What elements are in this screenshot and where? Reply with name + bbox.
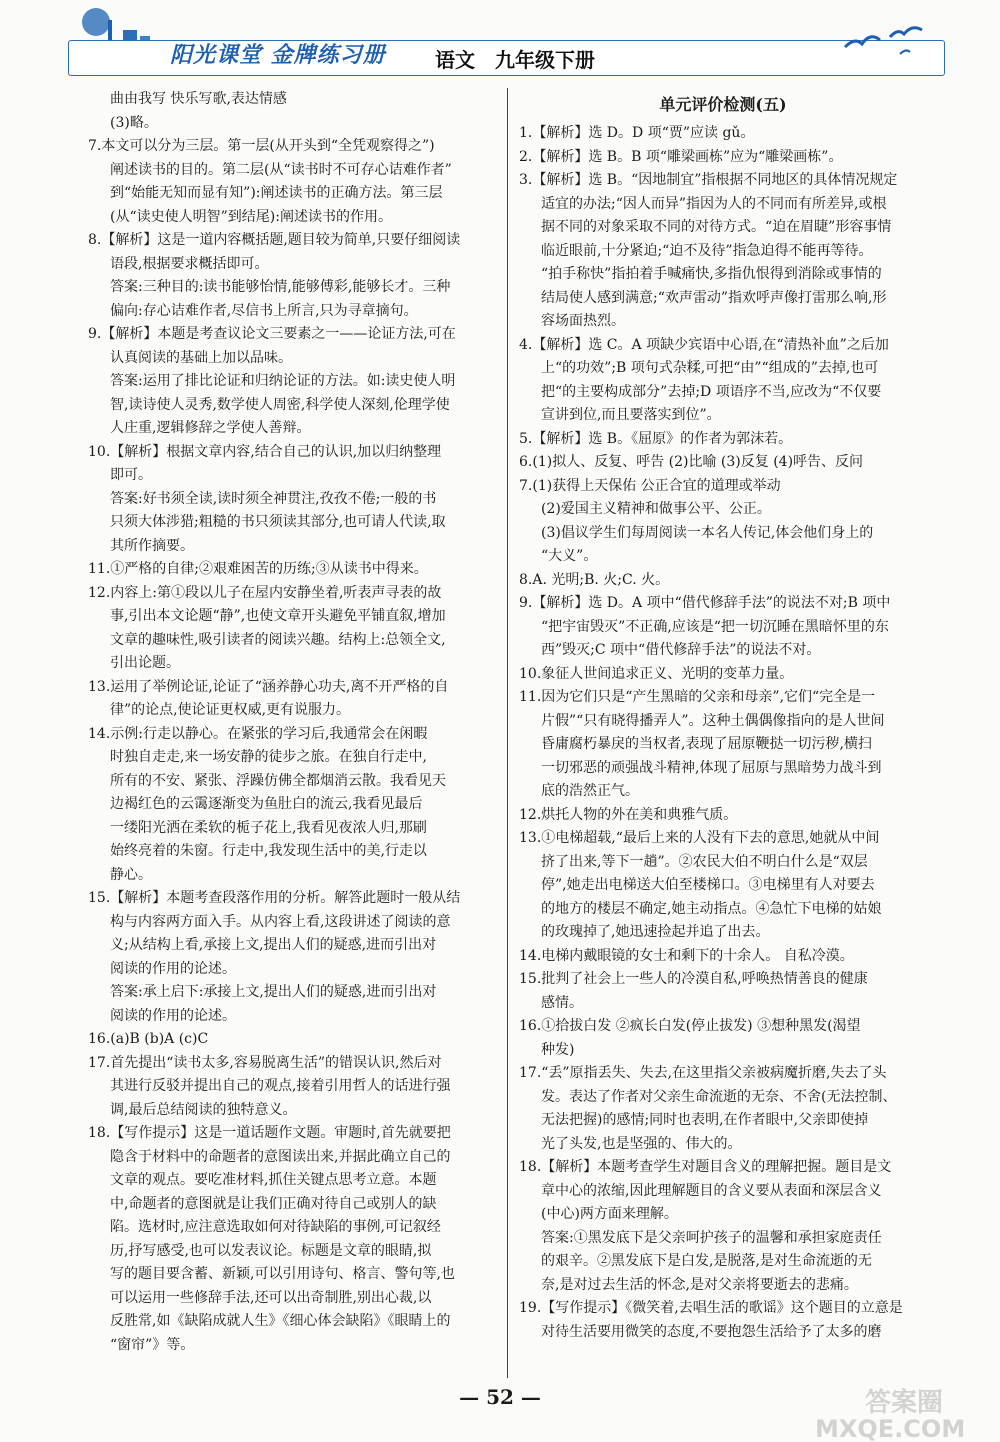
text-line: 义;从结构上看,承接上文,提出人们的疑惑,进而引出对 bbox=[110, 937, 437, 953]
text-line: 历,抒写感受,也可以发表议论。标题是文章的眼睛,拟 bbox=[110, 1242, 432, 1259]
text-line: 11.因为它们只是“产生黑暗的父亲和母亲”,它们“完全是一 bbox=[519, 689, 876, 705]
text-line: 12.烘托人物的外在美和典雅气质。 bbox=[519, 806, 738, 823]
text-line: 5.【解析】选 B。《屈原》的作者为郭沫若。 bbox=[519, 430, 793, 447]
text-line: (3)倡议学生们每周阅读一本名人传记,体会他们身上的 bbox=[541, 524, 874, 541]
text-line: “大义”。 bbox=[541, 548, 598, 564]
text-line: 9.【解析】本题是考查议论文三要素之一——论证方法,可在 bbox=[88, 326, 456, 342]
text-line: 8.【解析】这是一道内容概括题,题目较为简单,只要仔细阅读 bbox=[88, 232, 461, 248]
text-line: 章中心的浓缩,因此理解题目的含义要从表面和深层含义 bbox=[541, 1182, 882, 1199]
text-line: 的玫瑰掉了,她迅速捡起并追了出去。 bbox=[541, 924, 770, 940]
text-line: 16.(a)B (b)A (c)C bbox=[88, 1031, 209, 1047]
watermark-logo bbox=[795, 1385, 995, 1442]
text-line: 种发) bbox=[541, 1041, 575, 1058]
text-line: 发。表达了作者对父亲生命流逝的无奈、不舍(无法控制、 bbox=[541, 1088, 897, 1105]
text-line: 阅读的作用的论述。 bbox=[110, 1007, 236, 1024]
text-line: 认真阅读的基础上加以品味。 bbox=[110, 349, 292, 366]
text-line: “拍手称快”指拍着手喊痛快,多指仇恨得到消除或事情的 bbox=[541, 266, 882, 282]
text-line: 停”,她走出电梯送大伯至楼梯口。③电梯里有人对要去 bbox=[541, 877, 875, 893]
text-line: 10.【解析】根据文章内容,结合自己的认识,加以归纳整理 bbox=[88, 443, 442, 460]
text-line: 底的浩然正气。 bbox=[541, 783, 639, 799]
watermark-url: MXQE.COM bbox=[815, 1415, 966, 1442]
text-line: 13.①电梯超载,“最后上来的人没有下去的意思,她就从中间 bbox=[519, 830, 880, 846]
text-line: 14.示例:行走以静心。在紧张的学习后,我通常会在闲暇 bbox=[88, 725, 428, 742]
text-line: 其进行反驳并提出自己的观点,接着引用哲人的话进行强 bbox=[110, 1078, 451, 1094]
text-line: 的艰辛。②黑发底下是白发,是脱落,是对生命流逝的无 bbox=[541, 1253, 872, 1269]
text-line: 人庄重,逻辑修辞之学使人善辩。 bbox=[110, 420, 311, 436]
text-line: 事,引出本文论题“静”,也使文章开头避免平铺直叙,增加 bbox=[110, 608, 446, 624]
text-line: 律”的论点,使论证更权威,更有说服力。 bbox=[110, 702, 351, 718]
text-line: 静心。 bbox=[110, 866, 152, 883]
text-line: 陷。选材时,应注意选取如何对待缺陷的事例,可记叙经 bbox=[110, 1219, 441, 1235]
text-line: 一切邪恶的顽强战斗精神,体现了屈原与黑暗势力战斗到 bbox=[541, 759, 882, 776]
text-line: 16.①拾拔白发 ②疯长白发(停止拔发) ③想种黑发(渴望 bbox=[519, 1018, 861, 1034]
text-line: 13.运用了举例论证,论证了“涵养静心功夫,离不开严格的自 bbox=[88, 678, 449, 695]
section-title: 单元评价检测(五) bbox=[659, 95, 787, 114]
text-line: 智,读诗使人灵秀,数学使人周密,科学使人深刻,伦理学使 bbox=[110, 396, 450, 413]
text-line: (2)爱国主义精神和做事公平、公正。 bbox=[541, 501, 771, 517]
text-line: 17.首先提出“读书太多,容易脱离生活”的错误认识,然后对 bbox=[88, 1054, 442, 1071]
text-line: 偏向:存心诘难作者,尽信书上所言,只为寻章摘句。 bbox=[110, 302, 418, 319]
text-line: 时独自走走,来一场安静的徒步之旅。在独自行走中, bbox=[110, 749, 427, 765]
left-column bbox=[88, 88, 496, 1357]
text-line: 答案:运用了排比论证和归纳论证的方法。如:读史使人明 bbox=[110, 373, 456, 389]
text-line: 据不同的对象采取不同的对待方式。“迫在眉睫”形容事情 bbox=[541, 219, 892, 235]
watermark-logo-text: 答案圈 bbox=[865, 1388, 944, 1418]
text-line: 语段,根据要求概括即可。 bbox=[110, 255, 269, 272]
text-line: 6.(1)拟人、反复、呼告 (2)比喻 (3)反复 (4)呼告、反问 bbox=[519, 454, 864, 470]
text-line: 临近眼前,十分紧迫;“迫不及待”指急迫得不能再等待。 bbox=[541, 242, 873, 259]
text-line: 挤了出来,等下一趟”。②农民大伯不明白什么是“双层 bbox=[541, 853, 868, 870]
book-title: 阳光课堂 金牌练习册 bbox=[170, 43, 386, 68]
page-header bbox=[0, 0, 1000, 85]
text-line: 对待生活要用微笑的态度,不要抱怨生活给予了太多的磨 bbox=[541, 1323, 882, 1340]
text-line: 15.批判了社会上一些人的冷漠自私,呼唤热情善良的健康 bbox=[519, 971, 868, 987]
text-line: 4.【解析】选 C。A 项缺少宾语中心语,在“清热补血”之后加 bbox=[519, 336, 889, 353]
text-line: 构与内容两方面入手。从内容上看,这段讲述了阅读的意 bbox=[110, 913, 451, 930]
text-line: 适宜的办法;“因人而异”指因为人的不同而有所差异,或根 bbox=[541, 195, 887, 212]
text-line: 答案:好书须全读,读时须全神贯注,孜孜不倦;一般的书 bbox=[110, 490, 437, 507]
text-line: (3)略。 bbox=[110, 114, 158, 131]
text-line: 只须大体涉猎;粗糙的书只须读其部分,也可请人代读,取 bbox=[110, 514, 446, 530]
text-line: 把“的主要构成部分”去掉;D 项语序不当,应改为“不仅要 bbox=[541, 383, 882, 400]
text-line: 7.(1)获得上天保佑 公正合宜的道理或举动 bbox=[519, 477, 781, 494]
text-line: (从“读史使人明智”到结尾):阐述读书的作用。 bbox=[110, 208, 392, 225]
text-line: “把宇宙毁灭”不正确,应该是“把一切沉睡在黑暗怀里的东 bbox=[541, 618, 889, 635]
text-line: 其所作摘要。 bbox=[110, 537, 194, 554]
text-line: 14.电梯内戴眼镜的女士和剩下的十余人。 自私冷漠。 bbox=[519, 947, 854, 964]
text-line: 到“始能无知而显有知”):阐述读书的正确方法。第三层 bbox=[110, 185, 443, 201]
text-line: 答案:承上启下:承接上文,提出人们的疑惑,进而引出对 bbox=[110, 984, 437, 1000]
text-line: 感情。 bbox=[541, 994, 583, 1011]
grade-label: 九年级下册 bbox=[495, 48, 595, 72]
text-line: 曲由我写 快乐写歌,表达情感 bbox=[110, 91, 287, 107]
text-line: 答案:三种目的:读书能够怡情,能够傅彩,能够长才。三种 bbox=[110, 279, 451, 295]
text-line: 3.【解析】选 B。“因地制宜”指根据不同地区的具体情况规定 bbox=[519, 172, 898, 188]
text-line: 17.“丢”原指丢失、失去,在这里指父亲被病魔折磨,失去了头 bbox=[519, 1065, 887, 1081]
text-line: 8.A. 光明;B. 火;C. 火。 bbox=[519, 571, 670, 588]
text-line: “窗帘”》等。 bbox=[110, 1336, 195, 1353]
text-line: 调,最后总结阅读的独特意义。 bbox=[110, 1101, 297, 1118]
text-line: 无法把握)的感情;同时也表明,在作者眼中,父亲即使掉 bbox=[541, 1112, 869, 1128]
text-line: 反胜常,如《缺陷成就人生》《细心体会缺陷》《眼睛上的 bbox=[110, 1313, 451, 1329]
text-line: 10.象征人世间追求正义、光明的变革力量。 bbox=[519, 665, 794, 682]
text-line: 7.本文可以分为三层。第一层(从开头到“全凭观察得之”) bbox=[88, 138, 435, 154]
column-divider bbox=[507, 88, 508, 1378]
text-line: 12.内容上:第①段以儿子在屋内安静坐着,听表声寻表的故 bbox=[88, 584, 442, 601]
text-line: 15.【解析】本题考查段落作用的分析。解答此题时一般从结 bbox=[88, 890, 461, 906]
text-line: 上“的功效”;B 项句式杂糅,可把“由”“组成的”去掉,也可 bbox=[541, 360, 879, 376]
text-line: 宣讲到位,而且要落实到位”。 bbox=[541, 407, 721, 423]
text-line: 中,命题者的意图就是让我们正确对待自己或别人的缺 bbox=[110, 1195, 437, 1212]
text-line: 始终亮着的朱窗。行走中,我发现生活中的美,行走以 bbox=[110, 843, 427, 859]
text-line: 1.【解析】选 D。D 项“贾”应读 gǔ。 bbox=[519, 125, 755, 141]
text-line: 文章的趣味性,吸引读者的阅读兴趣。结构上:总领全文, bbox=[110, 631, 446, 648]
text-line: 的地方的楼层不确定,她主动指点。④急忙下电梯的姑娘 bbox=[541, 900, 882, 917]
text-line: 文章的观点。要吃准材料,抓住关键点思考立意。本题 bbox=[110, 1172, 437, 1188]
text-line: 可以运用一些修辞手法,还可以出奇制胜,别出心裁,以 bbox=[110, 1289, 432, 1306]
text-line: 阅读的作用的论述。 bbox=[110, 960, 236, 977]
text-line: 11.①严格的自律;②艰难困苦的历练;③从读书中得来。 bbox=[88, 561, 428, 577]
text-line: 2.【解析】选 B。B 项“雕梁画栋”应为“雕梁画栋”。 bbox=[519, 148, 843, 165]
text-line: 阐述读书的目的。第二层(从“读书时不可存心诘难作者” bbox=[110, 161, 452, 178]
birds-icon bbox=[840, 22, 930, 62]
text-line: (中心)两方面来理解。 bbox=[541, 1206, 678, 1222]
text-line: 答案:①黑发底下是父亲呵护孩子的温馨和承担家庭责任 bbox=[541, 1229, 882, 1246]
text-line: 奈,是对过去生活的怀念,是对父亲将要逝去的悲痛。 bbox=[541, 1276, 858, 1293]
right-column bbox=[519, 88, 927, 1344]
text-line: 光了头发,也是坚强的、伟大的。 bbox=[541, 1135, 742, 1152]
page-number: — 52 — bbox=[459, 1385, 541, 1409]
text-line: 18.【解析】本题考查学生对题目含义的理解把握。题目是文 bbox=[519, 1159, 892, 1175]
text-line: 隐含于材料中的命题者的意图读出来,并据此确立自己的 bbox=[110, 1148, 451, 1165]
text-line: 片假”“只有晓得播弄人”。这种土偶偶像指向的是人世间 bbox=[541, 712, 885, 729]
text-line: 写的题目要含蓄、新颖,可以引用诗句、格言、警句等,也 bbox=[110, 1266, 455, 1282]
text-line: 9.【解析】选 D。A 项中“借代修辞手法”的说法不对;B 项中 bbox=[519, 595, 891, 611]
text-line: 引出论题。 bbox=[110, 655, 180, 671]
text-line: 18.【写作提示】这是一道话题作文题。审题时,首先就要把 bbox=[88, 1125, 451, 1141]
text-line: 即可。 bbox=[110, 467, 152, 483]
text-line: 一缕阳光洒在柔软的栀子花上,我看见夜浓人归,那刷 bbox=[110, 819, 427, 836]
text-line: 容场面热烈。 bbox=[541, 313, 625, 329]
text-line: 边褐红色的云霭逐渐变为鱼肚白的流云,我看见最后 bbox=[110, 796, 423, 812]
text-line: 西”毁灭;C 项中“借代修辞手法”的说法不对。 bbox=[541, 642, 821, 658]
text-line: 19.【写作提示】《微笑着,去唱生活的歌谣》这个题目的立意是 bbox=[519, 1300, 903, 1316]
subject-label: 语文 bbox=[435, 48, 475, 72]
text-line: 昏庸腐朽暴戾的当权者,表现了屈原鞭挞一切污秽,横扫 bbox=[541, 736, 872, 752]
text-line: 所有的不安、紧张、浮躁仿佛全都烟消云散。我看见天 bbox=[110, 772, 446, 789]
text-line: 结局使人感到满意;“欢声雷动”指欢呼声像打雷那么响,形 bbox=[541, 289, 887, 306]
right-column-lines bbox=[519, 122, 927, 1344]
